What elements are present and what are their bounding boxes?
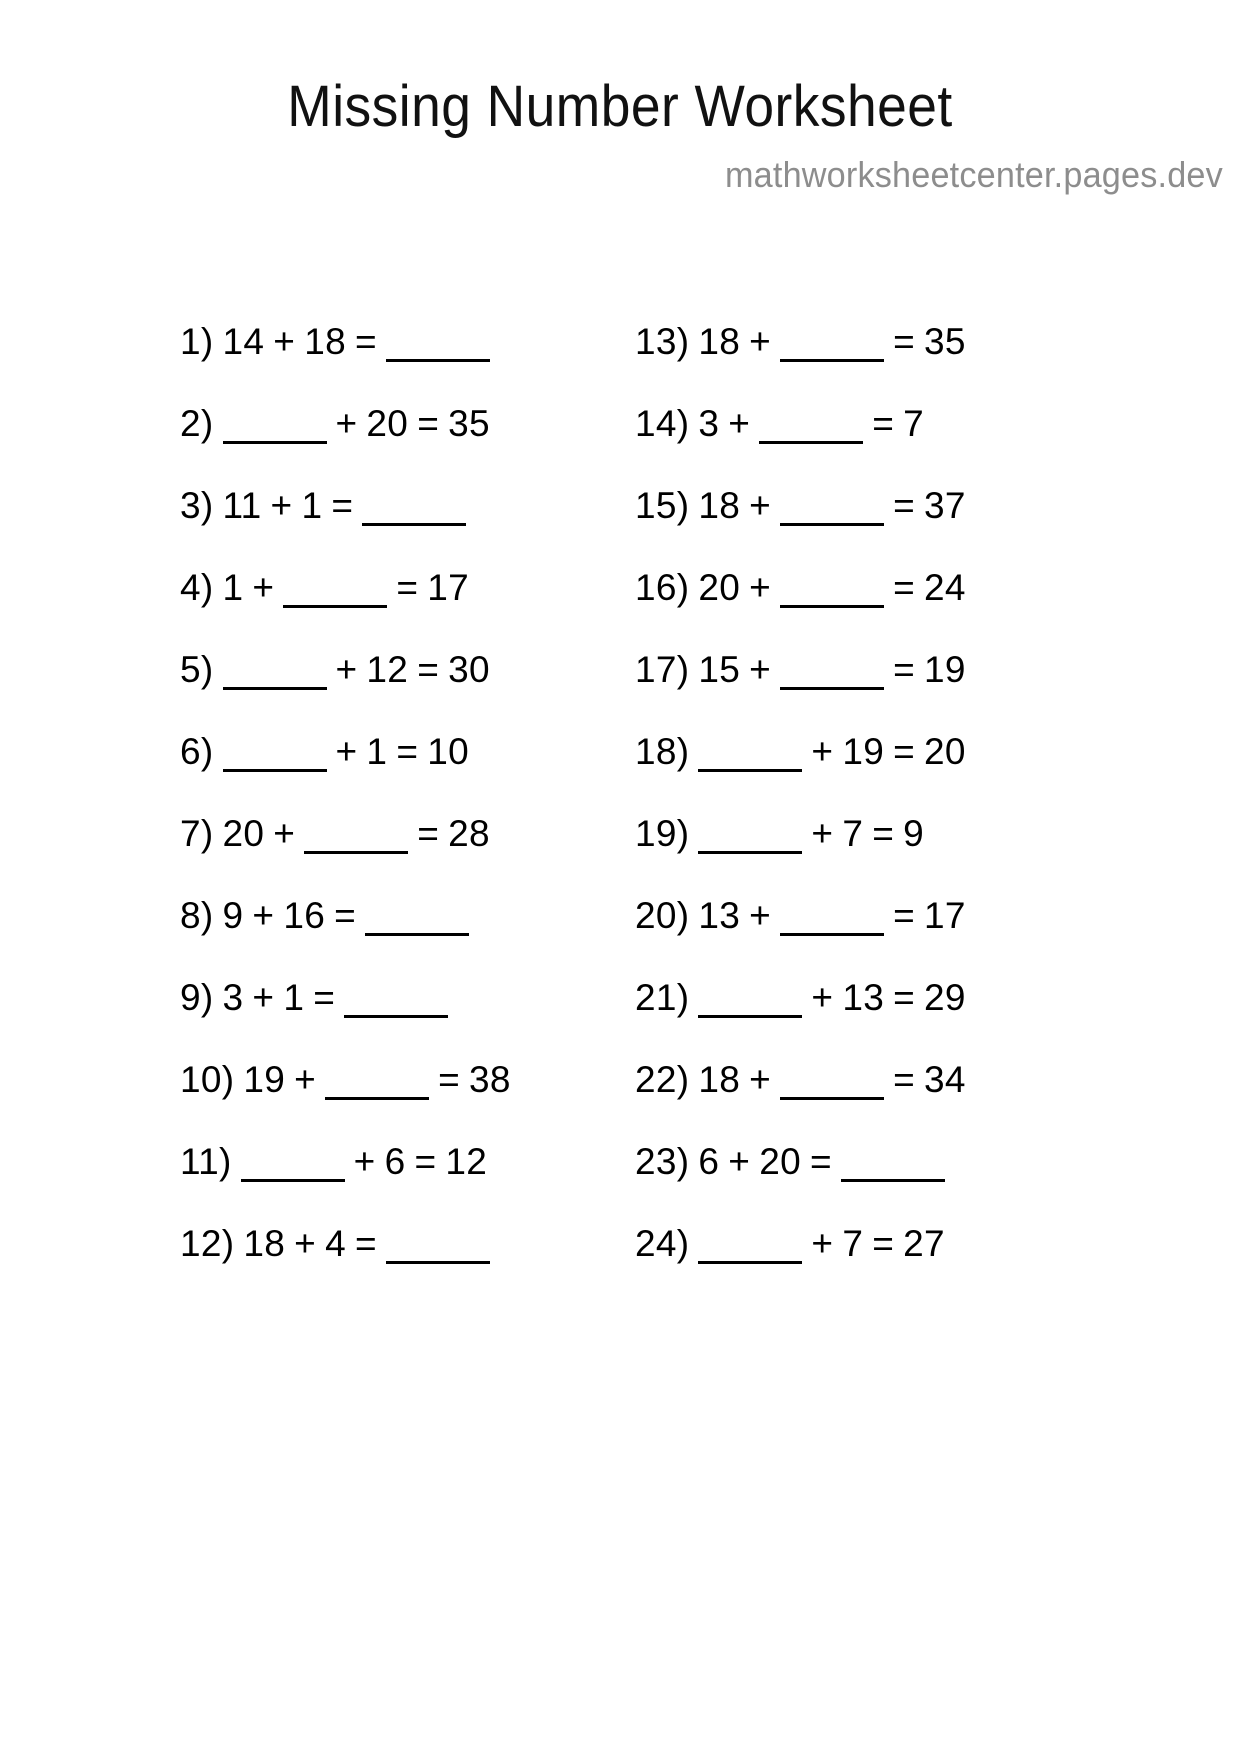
problem-number: 5): [180, 648, 214, 690]
problem-result: 30: [448, 648, 490, 690]
problem-number: 3): [180, 484, 214, 526]
problem-number: 11): [180, 1140, 232, 1182]
problem-op: +: [270, 484, 293, 526]
problem-item: [635, 1120, 1080, 1202]
problem-item: [635, 1202, 1080, 1284]
problem-item: [635, 956, 1080, 1038]
problem-item: [180, 874, 625, 956]
worksheet-header: [0, 0, 1240, 196]
answer-blank[interactable]: [698, 1231, 802, 1264]
problem-a: 9: [222, 894, 244, 936]
answer-blank[interactable]: [780, 657, 884, 690]
problem-op: +: [353, 1140, 376, 1182]
problem-op: +: [335, 648, 358, 690]
problem-b: 18: [304, 320, 346, 362]
problem-a: 1: [222, 566, 244, 608]
problem-number: 17): [635, 648, 690, 690]
answer-blank[interactable]: [241, 1149, 345, 1182]
site-url-label: mathworksheetcenter.pages.dev: [724, 154, 1223, 195]
problem-a: 13: [698, 894, 741, 936]
problem-item: [635, 628, 1080, 710]
problem-op: +: [335, 730, 358, 772]
problem-item: [635, 464, 1080, 546]
problem-number: 1): [180, 320, 214, 362]
answer-blank[interactable]: [698, 821, 802, 854]
problem-item: [635, 1038, 1080, 1120]
problem-result: 12: [445, 1140, 488, 1182]
problem-b: 4: [325, 1222, 346, 1264]
right-column: [635, 300, 1080, 1284]
problem-item: [180, 1120, 625, 1202]
problem-number: 16): [635, 566, 690, 608]
problem-op: +: [728, 402, 751, 444]
problem-number: 13): [635, 320, 690, 362]
problem-result: 34: [924, 1058, 966, 1100]
problem-op: +: [749, 484, 772, 526]
problem-b: 20: [759, 1140, 801, 1182]
problem-number: 23): [635, 1140, 690, 1182]
problem-eq: =: [334, 894, 356, 936]
problem-op: +: [273, 320, 296, 362]
problem-eq: =: [417, 812, 440, 854]
problem-eq: =: [414, 1140, 437, 1182]
problem-item: [635, 874, 1080, 956]
problem-result: 37: [924, 484, 966, 526]
problem-item: [180, 300, 625, 382]
problem-b: 7: [842, 1222, 864, 1264]
problem-result: 10: [427, 730, 469, 772]
problem-item: [180, 710, 625, 792]
problem-number: 19): [635, 812, 690, 854]
problem-op: +: [811, 812, 834, 854]
problem-op: +: [335, 402, 358, 444]
problem-result: 24: [924, 566, 966, 608]
problem-a: 15: [698, 648, 741, 690]
problem-eq: =: [872, 812, 895, 854]
problem-number: 10): [180, 1058, 235, 1100]
problem-b: 19: [842, 730, 885, 772]
problem-number: 4): [180, 566, 214, 608]
problem-number: 24): [635, 1222, 690, 1264]
problem-eq: =: [396, 566, 419, 608]
problem-op: +: [294, 1222, 317, 1264]
answer-blank[interactable]: [223, 657, 327, 690]
problem-b: 12: [366, 648, 409, 690]
problem-a: 14: [222, 320, 265, 362]
problem-a: 6: [698, 1140, 720, 1182]
problem-number: 2): [180, 402, 214, 444]
answer-blank[interactable]: [386, 1231, 490, 1264]
problem-item: [180, 792, 625, 874]
problem-a: 3: [222, 976, 244, 1018]
problem-item: [180, 1038, 625, 1120]
problem-item: [180, 1202, 625, 1284]
problem-op: +: [811, 976, 834, 1018]
problem-result: 35: [924, 320, 966, 362]
problem-result: 19: [924, 648, 966, 690]
page-title: Missing Number Worksheet: [287, 74, 953, 139]
problem-eq: =: [893, 320, 915, 362]
answer-blank[interactable]: [698, 739, 802, 772]
problem-item: [180, 382, 625, 464]
problem-result: 29: [924, 976, 966, 1018]
problem-b: 13: [842, 976, 885, 1018]
problem-a: 18: [698, 320, 741, 362]
problem-item: [635, 710, 1080, 792]
problem-number: 21): [635, 976, 690, 1018]
problem-eq: =: [809, 1140, 832, 1182]
problem-number: 22): [635, 1058, 690, 1100]
problem-result: 7: [903, 402, 925, 444]
answer-blank[interactable]: [362, 493, 466, 526]
problem-result: 35: [448, 402, 490, 444]
problem-eq: =: [893, 730, 915, 772]
answer-blank[interactable]: [223, 739, 327, 772]
problem-eq: =: [893, 648, 915, 690]
answer-blank[interactable]: [698, 985, 802, 1018]
answer-blank[interactable]: [304, 821, 408, 854]
problem-a: 19: [243, 1058, 286, 1100]
problem-eq: =: [872, 402, 895, 444]
problem-a: 18: [243, 1222, 286, 1264]
problem-eq: =: [893, 566, 915, 608]
problem-op: +: [749, 894, 772, 936]
answer-blank[interactable]: [780, 329, 884, 362]
problem-b: 1: [366, 730, 388, 772]
problem-a: 3: [698, 402, 720, 444]
problem-a: 18: [698, 484, 741, 526]
problem-b: 1: [301, 484, 323, 526]
problem-eq: =: [417, 402, 440, 444]
problem-op: +: [811, 730, 834, 772]
answer-blank[interactable]: [780, 575, 884, 608]
problem-eq: =: [893, 1058, 915, 1100]
problem-number: 14): [635, 402, 690, 444]
problem-number: 18): [635, 730, 690, 772]
problem-b: 1: [283, 976, 305, 1018]
problem-eq: =: [396, 730, 419, 772]
problem-op: +: [728, 1140, 751, 1182]
problem-item: [635, 792, 1080, 874]
answer-blank[interactable]: [780, 1067, 884, 1100]
problem-eq: =: [893, 484, 915, 526]
problem-b: 20: [366, 402, 409, 444]
problem-op: +: [749, 320, 772, 362]
answer-blank[interactable]: [365, 903, 469, 936]
problem-a: 11: [222, 484, 262, 526]
problem-op: +: [252, 894, 275, 936]
problem-eq: =: [872, 1222, 895, 1264]
problem-b: 16: [283, 894, 326, 936]
problem-eq: =: [354, 1222, 377, 1264]
problem-result: 20: [924, 730, 966, 772]
problem-item: [180, 628, 625, 710]
problem-result: 38: [469, 1058, 511, 1100]
problem-eq: =: [893, 894, 915, 936]
problem-number: 7): [180, 812, 214, 854]
problem-op: +: [749, 648, 772, 690]
answer-blank[interactable]: [759, 411, 863, 444]
problem-number: 20): [635, 894, 690, 936]
problem-op: +: [252, 566, 275, 608]
answer-blank[interactable]: [344, 985, 448, 1018]
problem-item: [180, 464, 625, 546]
answer-blank[interactable]: [780, 493, 884, 526]
problem-b: 6: [384, 1140, 406, 1182]
problem-number: 8): [180, 894, 214, 936]
problem-a: 20: [698, 566, 741, 608]
answer-blank[interactable]: [325, 1067, 429, 1100]
answer-blank[interactable]: [841, 1149, 945, 1182]
problem-a: 18: [698, 1058, 741, 1100]
problem-item: [635, 300, 1080, 382]
problem-item: [180, 956, 625, 1038]
problem-op: +: [749, 566, 772, 608]
answer-blank[interactable]: [386, 329, 490, 362]
problem-result: 27: [903, 1222, 945, 1264]
problem-number: 9): [180, 976, 214, 1018]
problem-item: [635, 546, 1080, 628]
problem-op: +: [252, 976, 275, 1018]
problem-op: +: [294, 1058, 317, 1100]
problem-result: 17: [427, 566, 469, 608]
problem-eq: =: [313, 976, 336, 1018]
problem-op: +: [811, 1222, 834, 1264]
problem-item: [635, 382, 1080, 464]
problem-result: 28: [448, 812, 490, 854]
problem-list: [0, 300, 1240, 1284]
problem-result: 9: [903, 812, 925, 854]
answer-blank[interactable]: [283, 575, 387, 608]
problem-number: 6): [180, 730, 214, 772]
problem-op: +: [749, 1058, 772, 1100]
problem-eq: =: [438, 1058, 460, 1100]
answer-blank[interactable]: [780, 903, 884, 936]
left-column: [180, 300, 625, 1284]
problem-op: +: [273, 812, 296, 854]
problem-number: 12): [180, 1222, 235, 1264]
problem-eq: =: [331, 484, 354, 526]
answer-blank[interactable]: [223, 411, 327, 444]
problem-eq: =: [417, 648, 440, 690]
problem-result: 17: [924, 894, 966, 936]
problem-item: [180, 546, 625, 628]
problem-a: 20: [222, 812, 265, 854]
problem-b: 7: [842, 812, 864, 854]
problem-number: 15): [635, 484, 690, 526]
problem-eq: =: [354, 320, 377, 362]
problem-eq: =: [893, 976, 915, 1018]
